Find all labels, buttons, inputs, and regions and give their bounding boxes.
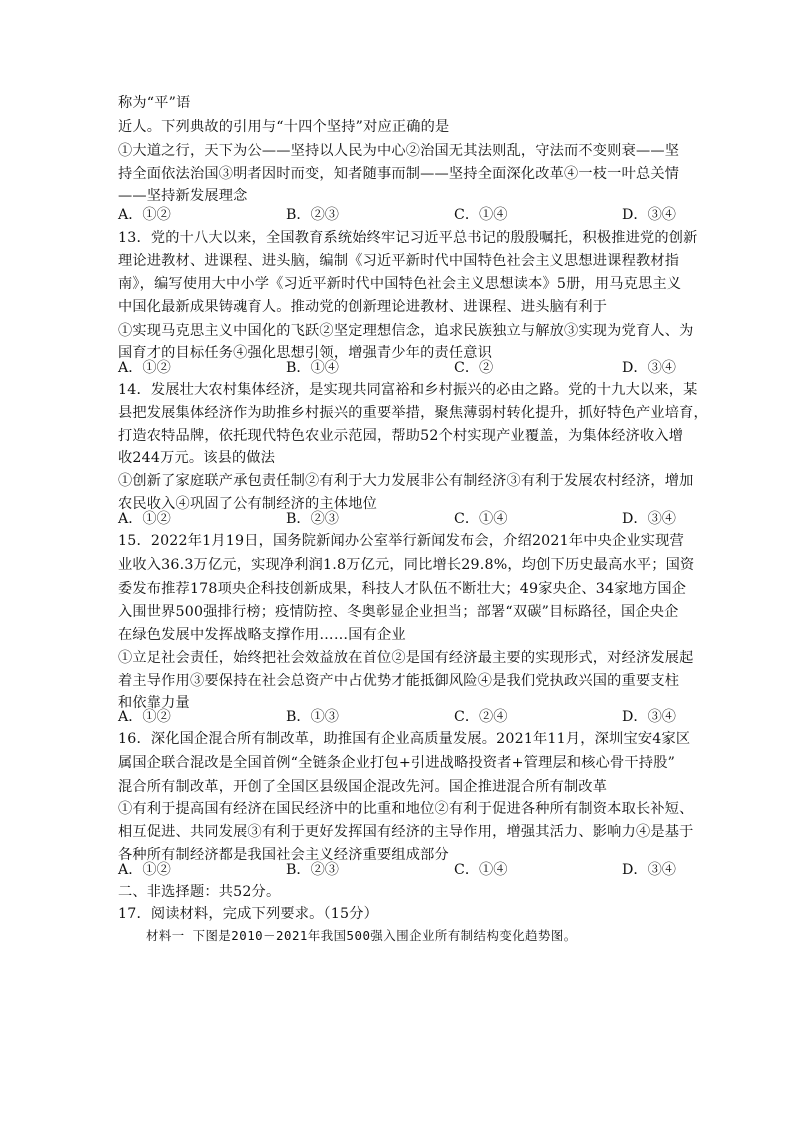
text-line: 持全面依法治国③明者因时而变，知者随事而制——坚持全面深化改革④一枝一叶总关情 [118, 166, 680, 182]
text-line: 打造农特品牌，依托现代特色农业示范园，帮助52个村实现产业覆盖，为集体经济收入增 [118, 428, 684, 444]
question-17-stem: 17．阅读材料，完成下列要求。（15分） [118, 906, 379, 922]
text-line: 中国化最新成果铸魂育人。推动党的创新理论进教材、进课程、进头脑有利于 [118, 299, 608, 315]
text-line: 理论进教材、进课程、进头脑，编制《习近平新时代中国特色社会主义思想进课程教材指 [118, 253, 680, 269]
choice-a: A．①② [118, 207, 171, 223]
choice-a: A．①② [118, 709, 171, 725]
choice-a: A．①② [118, 360, 171, 376]
answer-choices-q15 [118, 707, 678, 727]
text-line: 称为“平”语 [118, 95, 191, 111]
material-caption: 材料一 下图是2010－2021年我国500强入围企业所有制结构变化趋势图。 [146, 928, 577, 943]
answer-choices-q13 [118, 358, 678, 378]
answer-choices-q16 [118, 860, 678, 880]
text-line: 收244万元。该县的做法 [118, 450, 276, 466]
text-line: 入围世界500强排行榜；疫情防控、冬奥彰显企业担当；部署“双碳”目标路径，国企央企 [118, 604, 679, 620]
answer-choices-q12 [118, 205, 678, 225]
text-line: 属国企联合混改是全国首例“全链条企业打包+引进战略投资者+管理层和核心骨干持股” [118, 755, 676, 771]
choice-d: D．③④ [622, 360, 676, 376]
text-line: 县把发展集体经济作为助推乡村振兴的重要举措，聚焦薄弱村转化提升，抓好特色产业培育， [118, 405, 708, 421]
text-line: 着主导作用③要保持在社会总资产中占优势才能抵御风险④是我们党执政兴国的重要支柱 [118, 673, 680, 689]
text-line: 农民收入④巩固了公有制经济的主体地位 [118, 496, 377, 512]
text-line: ①立足社会责任，始终把社会效益放在首位②是国有经济最主要的实现形式，对经济发展起 [118, 650, 694, 666]
question-15-stem: 15．2022年1月19日，国务院新闻办公室举行新闻发布会，介绍2021年中央企业实现营 [118, 533, 684, 549]
text-line: 各种所有制经济都是我国社会主义经济重要组成部分 [118, 847, 449, 863]
text-line: 在绿色发展中发挥战略支撑作用……国有企业 [118, 627, 406, 643]
question-14-stem: 14．发展壮大农村集体经济，是实现共同富裕和乡村振兴的必由之路。党的十九大以来，某 [118, 382, 698, 398]
text-line: 混合所有制改革，开创了全国区县级国企混改先河。国企推进混合所有制改革 [118, 779, 608, 795]
text-line: 近人。下列典故的引用与“十四个坚持”对应正确的是 [118, 119, 450, 135]
choice-c: C．② [454, 360, 494, 376]
choice-d: D．③④ [622, 207, 676, 223]
choice-a: A．①② [118, 862, 171, 878]
choice-b: B．②③ [286, 862, 339, 878]
choice-b: B．①④ [286, 360, 339, 376]
choice-d: D．③④ [622, 862, 676, 878]
choice-c: C．①④ [454, 207, 508, 223]
choice-b: B．②③ [286, 207, 339, 223]
text-line: ①实现马克思主义中国化的飞跃②坚定理想信念，追求民族独立与解放③实现为党育人、为 [118, 323, 694, 339]
text-line: ①创新了家庭联产承包责任制②有利于大力发展非公有制经济③有利于发展农村经济，增加 [118, 473, 694, 489]
text-line: 国育才的目标任务④强化思想引领，增强青少年的责任意识 [118, 345, 493, 361]
choice-c: C．②④ [454, 709, 508, 725]
text-line: ——坚持新发展理念 [118, 188, 248, 204]
text-line: 相互促进、共同发展③有利于更好发挥国有经济的主导作用，增强其活力、影响力④是基于 [118, 824, 694, 840]
choice-c: C．①④ [454, 511, 508, 527]
section-heading: 二、非选择题：共52分。 [118, 884, 281, 900]
text-line: ①大道之行，天下为公——坚持以人民为中心②治国无其法则乱，守法而不变则衰——坚 [118, 143, 680, 159]
choice-a: A．①② [118, 511, 171, 527]
choice-c: C．①④ [454, 862, 508, 878]
text-line: 业收入36.3万亿元，实现净利润1.8万亿元，同比增长29.8%，均创下历史最高水平；国资 [118, 557, 695, 573]
question-13-stem: 13．党的十八大以来，全国教育系统始终牢记习近平总书记的殷殷嘱托，积极推进党的创新 [118, 230, 698, 246]
choice-d: D．③④ [622, 511, 676, 527]
text-line: 南》，编写使用大中小学《习近平新时代中国特色社会主义思想读本》5册，用马克思主义 [118, 276, 682, 292]
question-16-stem: 16．深化国企混合所有制改革，助推国有企业高质量发展。2021年11月，深圳宝安4家区 [118, 731, 691, 747]
choice-d: D．③④ [622, 709, 676, 725]
answer-choices-q14 [118, 509, 678, 529]
choice-b: B．②③ [286, 511, 339, 527]
choice-b: B．①③ [286, 709, 339, 725]
text-line: ①有利于提高国有经济在国民经济中的比重和地位②有利于促进各种所有制资本取长补短、 [118, 801, 694, 817]
text-line: 和依靠力量 [118, 695, 190, 711]
text-line: 委发布推荐178项央企科技创新成果，科技人才队伍不断壮大；49家央企、34家地方国企 [118, 581, 687, 597]
